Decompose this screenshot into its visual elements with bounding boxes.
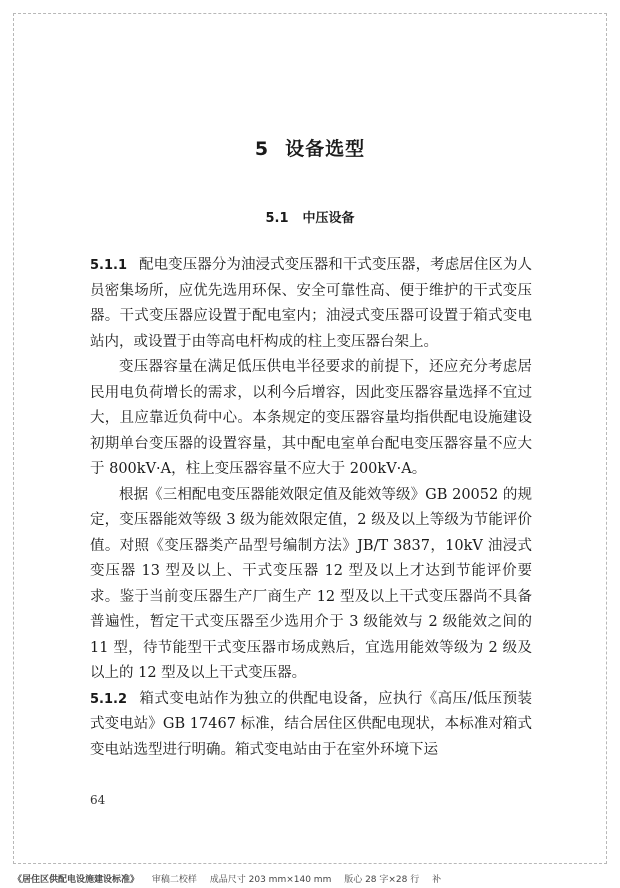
footer-book-title: 《居住区供配电设施建设标准》 bbox=[13, 875, 140, 885]
paragraph-efficiency bbox=[90, 483, 532, 687]
clause-number: 5.1.1 bbox=[90, 258, 128, 273]
clause-number: 5.1.2 bbox=[90, 691, 128, 707]
footer-mark: 补 bbox=[432, 875, 442, 885]
page-number: 64 bbox=[90, 793, 106, 807]
paragraph-text: 根据《三相配电变压器能效限定值及能效等级》GB 20052 的规定，变压器能效等级 3 级为能效限定值，2 级及以上等级为节能评价值。对照《变压器类产品型号编制方法》JB/T 3837，10kV 油浸式变压器 13 型及以上、干式变压器 12 型及以上才达到节能评价要求。鉴于当前变压器生产厂商生产 12 型及以上干式变压器尚不具备普遍性，暂定干式变压器至少选用介于 3 级能效与 2 级能效之间的 11 型，待节能型干式变压器市场成熟后，宜选用能效等级为 2 级及以上的 12 型及以上干式变压器。 bbox=[90, 486, 532, 681]
body-text bbox=[90, 253, 532, 763]
footer-trim-size: 成品尺寸 203 mm×140 mm bbox=[209, 875, 332, 885]
paragraph-5-1-1 bbox=[90, 253, 532, 355]
section-number: 5.1 bbox=[265, 211, 289, 226]
footer-type-area: 版心 28 字×28 行 bbox=[344, 875, 420, 885]
chapter-number: 5 bbox=[254, 138, 270, 160]
footer-proof-stage: 审稿二校样 bbox=[151, 875, 197, 885]
paragraph-text: 配电变压器分为油浸式变压器和干式变压器，考虑居住区为人员密集场所，应优先选用环保、安全可靠性高、便于维护的干式变压器。干式变压器应设置于配电室内；油浸式变压器可设置于箱式变电站内，或设置于由等高电杆构成的柱上变压器台架上。 bbox=[90, 257, 532, 350]
chapter-title: 设备选型 bbox=[285, 138, 366, 160]
section-heading bbox=[0, 207, 620, 226]
paragraph-text: 箱式变电站作为独立的供配电设备，应执行《高压/低压预装式变电站》GB 17467 标准，结合居住区供配电现状，本标准对箱式变电站选型进行明确。箱式变电站由于在室外环境下运 bbox=[90, 690, 532, 758]
chapter-heading bbox=[0, 134, 620, 161]
proof-footer bbox=[13, 872, 451, 885]
paragraph-5-1-2 bbox=[90, 687, 532, 764]
paragraph-capacity bbox=[90, 355, 532, 483]
paragraph-text: 变压器容量在满足低压供电半径要求的前提下，还应充分考虑居民用电负荷增长的需求，以利今后增容，因此变压器容量选择不宜过大，且应靠近负荷中心。本条规定的变压器容量均指供配电设施建设初期单台变压器的设置容量，其中配电室单台配电变压器容量不应大于 800kV·A，柱上变压器容量不应大于 200kV·A。 bbox=[90, 359, 532, 477]
section-title: 中压设备 bbox=[302, 211, 355, 226]
